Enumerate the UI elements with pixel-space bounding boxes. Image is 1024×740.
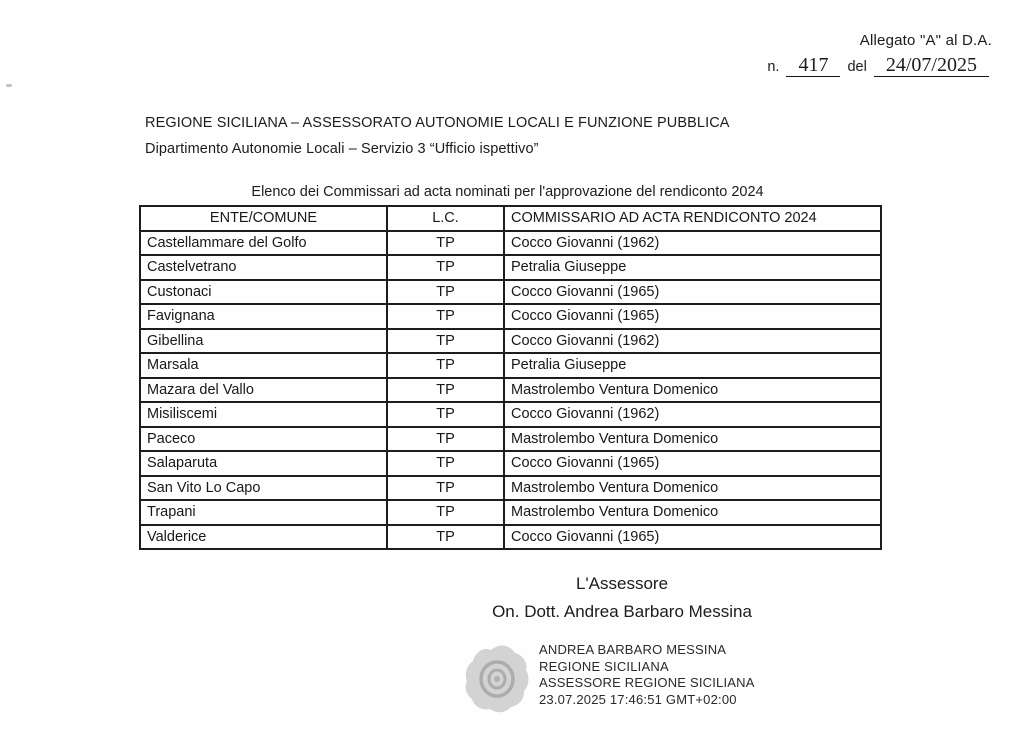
table-cell: Paceco [140, 427, 387, 452]
table-cell: TP [387, 378, 504, 403]
annotation-line2 [767, 55, 992, 77]
table-cell: TP [387, 402, 504, 427]
table-cell: Valderice [140, 525, 387, 550]
table-cell: TP [387, 304, 504, 329]
digital-signature-stamp [464, 642, 755, 714]
signature-name: On. Dott. Andrea Barbaro Messina [492, 602, 752, 621]
table-cell: Mastrolembo Ventura Domenico [504, 378, 881, 403]
table-row [140, 255, 881, 280]
table-cell: Cocco Giovanni (1962) [504, 402, 881, 427]
table-cell: Cocco Giovanni (1965) [504, 304, 881, 329]
table-cell: Salaparuta [140, 451, 387, 476]
table-cell: TP [387, 525, 504, 550]
table-cell: Cocco Giovanni (1965) [504, 451, 881, 476]
table-cell: TP [387, 255, 504, 280]
table-cell: TP [387, 476, 504, 501]
table-cell: Mastrolembo Ventura Domenico [504, 427, 881, 452]
table-cell: Cocco Giovanni (1965) [504, 525, 881, 550]
col-header-ente-comune: ENTE/COMUNE [140, 206, 387, 231]
table-cell: TP [387, 427, 504, 452]
stamp-text [539, 642, 755, 708]
stamp-role: ASSESSORE REGIONE SICILIANA [539, 675, 755, 690]
table-body [140, 231, 881, 550]
col-header-commissario: COMMISSARIO AD ACTA RENDICONTO 2024 [504, 206, 881, 231]
table-row [140, 476, 881, 501]
table-cell: TP [387, 280, 504, 305]
table-cell: Trapani [140, 500, 387, 525]
org-header-line1: REGIONE SICILIANA – ASSESSORATO AUTONOMIE LOCALI E FUNZIONE PUBBLICA [145, 115, 730, 131]
table-row [140, 353, 881, 378]
table-row [140, 280, 881, 305]
stamp-timestamp: 23.07.2025 17:46:51 GMT+02:00 [539, 691, 737, 707]
table-row [140, 402, 881, 427]
table-cell: TP [387, 451, 504, 476]
table-cell: Custonaci [140, 280, 387, 305]
table-cell: Castelvetrano [140, 255, 387, 280]
annotation-line1: Allegato "A" al D.A. [859, 32, 992, 49]
table-cell: Gibellina [140, 329, 387, 354]
table-cell: Misiliscemi [140, 402, 387, 427]
table-cell: San Vito Lo Capo [140, 476, 387, 501]
seal-icon [464, 644, 530, 714]
signature-block [492, 570, 752, 626]
scan-artifact [6, 84, 12, 87]
table-cell: Cocco Giovanni (1965) [504, 280, 881, 305]
table-cell: TP [387, 353, 504, 378]
table-cell: Favignana [140, 304, 387, 329]
stamp-signer-name: ANDREA BARBARO MESSINA [539, 642, 727, 657]
stamp-org: REGIONE SICILIANA [539, 658, 669, 674]
table-cell: Mastrolembo Ventura Domenico [504, 500, 881, 525]
commissari-table [139, 205, 882, 550]
table-cell: Petralia Giuseppe [504, 255, 881, 280]
signature-role: L'Assessore [575, 574, 669, 593]
col-header-lc: L.C. [387, 206, 504, 231]
table-cell: TP [387, 500, 504, 525]
table-row [140, 451, 881, 476]
decree-number: 417 [786, 55, 840, 77]
table-cell: TP [387, 231, 504, 256]
decree-number-prefix: n. [767, 59, 780, 75]
table-cell: Cocco Giovanni (1962) [504, 231, 881, 256]
table-cell: TP [387, 329, 504, 354]
table-row [140, 231, 881, 256]
table-row [140, 525, 881, 550]
table-cell: Marsala [140, 353, 387, 378]
table-cell: Petralia Giuseppe [504, 353, 881, 378]
table-cell: Cocco Giovanni (1962) [504, 329, 881, 354]
table-row [140, 378, 881, 403]
decree-del-label: del [847, 59, 867, 75]
table-row [140, 304, 881, 329]
org-header-line2: Dipartimento Autonomie Locali – Servizio 3 “Ufficio ispettivo” [145, 141, 539, 157]
table-row [140, 427, 881, 452]
table-row [140, 500, 881, 525]
decree-date: 24/07/2025 [874, 55, 989, 77]
table-header-row [140, 206, 881, 231]
table-row [140, 329, 881, 354]
table-cell: Mastrolembo Ventura Domenico [504, 476, 881, 501]
table-cell: Castellammare del Golfo [140, 231, 387, 256]
annotation-block [767, 32, 992, 77]
table-title: Elenco dei Commissari ad acta nominati per l'approvazione del rendiconto 2024 [251, 184, 764, 200]
org-header [145, 110, 730, 162]
table-cell: Mazara del Vallo [140, 378, 387, 403]
